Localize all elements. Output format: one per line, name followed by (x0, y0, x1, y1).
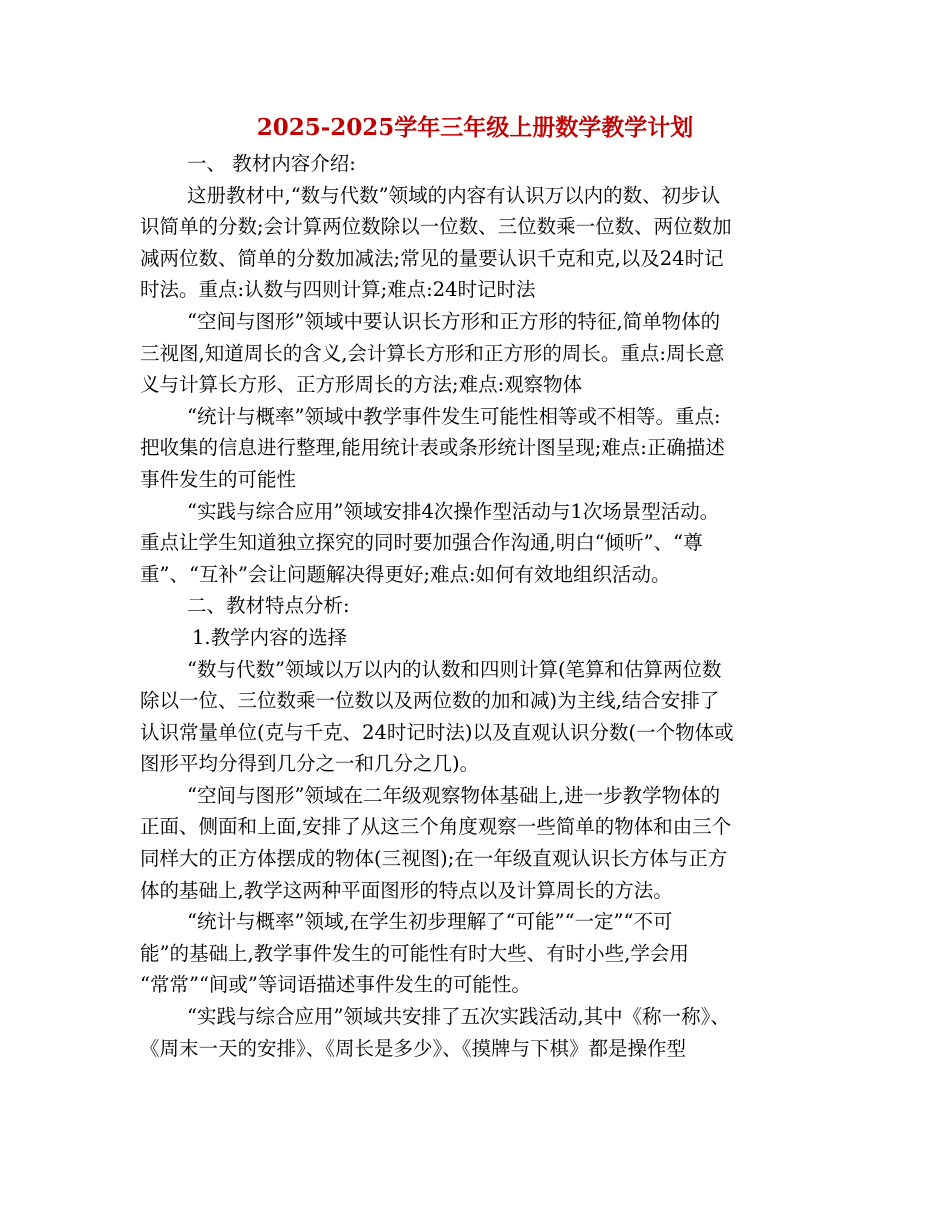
text-line: 一、 教材内容介绍: (187, 152, 356, 175)
text-line: 重点让学生知道独立探究的同时要加强合作沟通,明白“倾听”、“尊 (140, 531, 703, 555)
text-line: 除以一位、三位数乘一位数以及两位数的加和减)为主线,结合安排了 (140, 689, 720, 713)
text-line: 事件发生的可能性 (140, 467, 297, 491)
text-line: “空间与图形”领域在二年级观察物体基础上,进一步教学物体的 (187, 783, 721, 807)
text-line: 二、教材特点分析: (187, 594, 350, 618)
text-line: “统计与概率”领域,在学生初步理解了“可能”“一定”“不可 (187, 910, 673, 934)
text-line: 这册教材中,“数与代数”领域的内容有认识万以内的数、初步认 (187, 183, 721, 207)
text-line: “常常”“间或”等词语描述事件发生的可能性。 (140, 973, 531, 997)
text-line: “实践与综合应用”领域共安排了五次实践活动,其中《称一称》、 (187, 1005, 730, 1029)
text-line: “数与代数”领域以万以内的认数和四则计算(笔算和估算两位数 (187, 657, 722, 681)
text-line: “实践与综合应用”领域安排4次操作型活动与1次场景型活动。 (187, 499, 720, 523)
text-line: 把收集的信息进行整理,能用统计表或条形统计图呈现;难点:正确描述 (140, 436, 725, 460)
text-line: 体的基础上,教学这两种平面图形的特点以及计算周长的方法。 (140, 878, 673, 902)
text-line: 正面、侧面和上面,安排了从这三个角度观察一些简单的物体和由三个 (140, 815, 732, 839)
text-line: 识简单的分数;会计算两位数除以一位数、三位数乘一位数、两位数加 (140, 215, 732, 239)
text-line: 减两位数、简单的分数加减法;常见的量要认识千克和克,以及24时记 (140, 246, 724, 270)
text-line: 图形平均分得到几分之一和几分之几)。 (140, 752, 480, 776)
text-line: 认识常量单位(克与千克、24时记时法)以及直观认识分数(一个物体或 (140, 720, 734, 744)
text-line: 义与计算长方形、正方形周长的方法;难点:观察物体 (140, 373, 583, 397)
text-line: “统计与概率”领域中教学事件发生可能性相等或不相等。重点: (187, 404, 721, 428)
text-line: 同样大的正方体摆成的物体(三视图);在一年级直观认识长方体与正方 (140, 847, 728, 871)
text-line: 1.教学内容的选择 (192, 625, 348, 649)
text-line: 《周末一天的安排》、《周长是多少》、《摸牌与下棋》都是操作型 (140, 1036, 687, 1060)
text-line: 三视图,知道周长的含义,会计算长方形和正方形的周长。重点:周长意 (140, 341, 725, 365)
document-title: 2025-2025学年三年级上册数学教学计划 (256, 114, 694, 141)
text-line: 重”、“互补”会让问题解决得更好;难点:如何有效地组织活动。 (140, 562, 671, 586)
text-line: 能”的基础上,教学事件发生的可能性有时大些、有时小些,学会用 (140, 941, 689, 965)
text-line: “空间与图形”领域中要认识长方形和正方形的特征,简单物体的 (187, 309, 721, 333)
text-line: 时法。重点:认数与四则计算;难点:24时记时法 (140, 278, 536, 302)
document-body (140, 148, 820, 1064)
